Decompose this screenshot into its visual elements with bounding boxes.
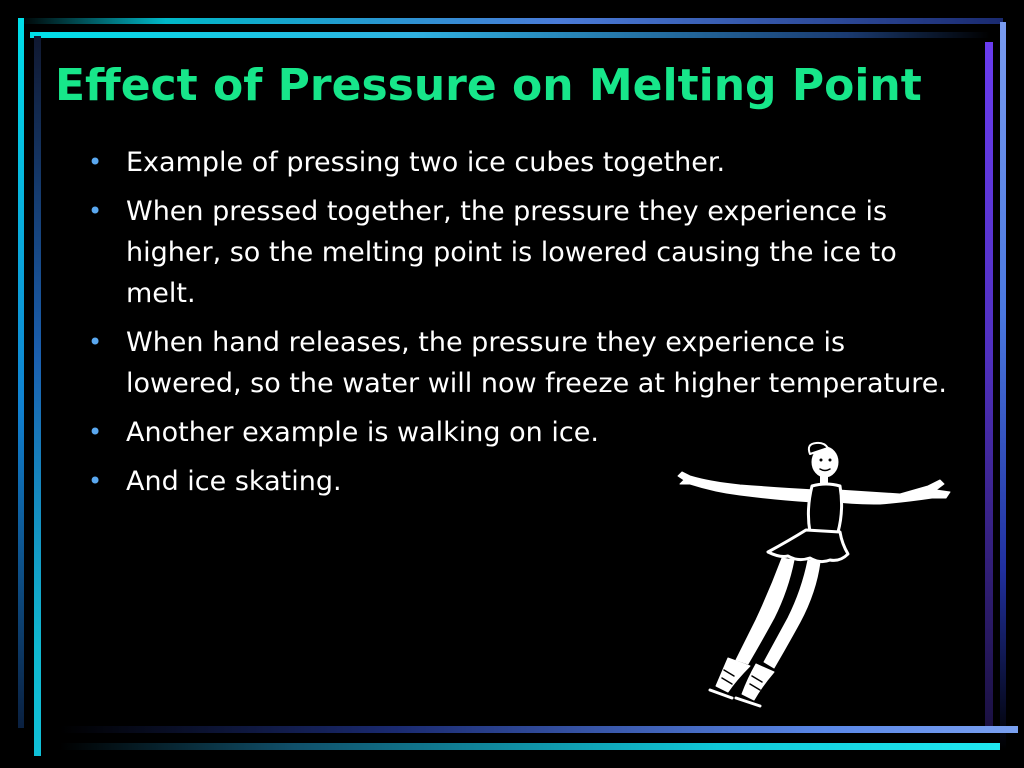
bullet-item <box>88 191 948 314</box>
frame-bar-right-outer <box>1000 22 1006 750</box>
slide-title: Effect of Pressure on Melting Point <box>55 60 922 111</box>
frame-bar-top-inner <box>30 32 990 38</box>
bullet-dot-icon: • <box>88 418 103 446</box>
bullet-dot-icon: • <box>88 197 103 225</box>
bullet-dot-icon: • <box>88 328 103 356</box>
bullet-text: When pressed together, the pressure they experience is higher, so the melting point is lowered causing the ice to melt. <box>126 196 897 309</box>
frame-bar-bottom-upper <box>60 726 1018 733</box>
bullet-item <box>88 142 948 183</box>
frame-bar-top-outer <box>18 18 1003 24</box>
bullet-text: Example of pressing two ice cubes together. <box>126 147 726 178</box>
bullet-text: When hand releases, the pressure they experience is lowered, so the water will now freeze at higher temperature. <box>126 327 947 399</box>
frame-bar-right-inner <box>985 42 993 732</box>
ice-skater-illustration <box>670 440 960 715</box>
bullet-text: And ice skating. <box>126 466 342 497</box>
bullet-text: Another example is walking on ice. <box>126 417 599 448</box>
bullet-dot-icon: • <box>88 148 103 176</box>
frame-bar-bottom-lower <box>60 743 1000 750</box>
bullet-dot-icon: • <box>88 467 103 495</box>
frame-bar-left-inner <box>34 36 41 756</box>
bullet-item <box>88 322 948 404</box>
frame-bar-left-outer <box>18 18 24 728</box>
